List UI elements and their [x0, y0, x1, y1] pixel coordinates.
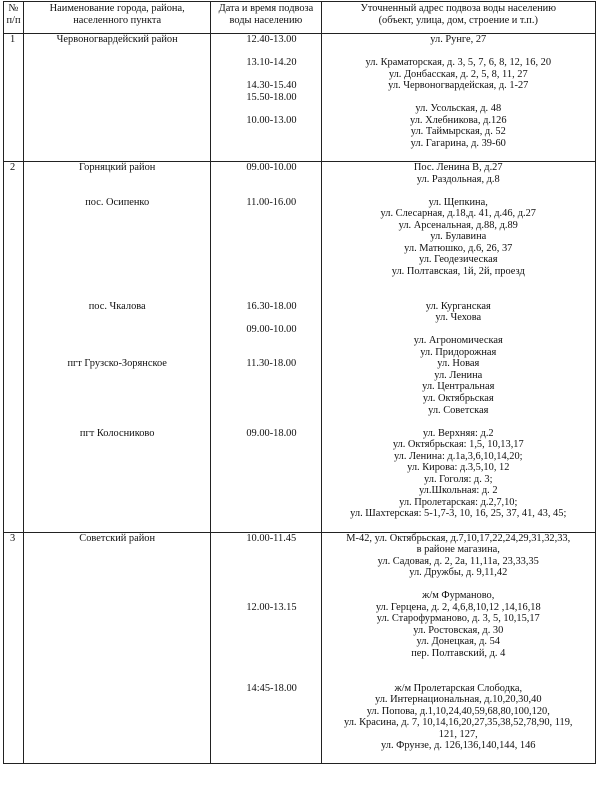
- address-line: ул. Дружбы, д. 9,11,42: [409, 567, 508, 579]
- address-line: Пос. Ленина В, д.27: [413, 162, 503, 174]
- location-line: [24, 324, 210, 336]
- address-line: ул. Интернациональная, д.10,20,30,40: [374, 694, 542, 706]
- address-line: в районе магазина,: [416, 544, 500, 556]
- time-line: [246, 579, 320, 591]
- time-cell: [211, 162, 321, 533]
- location-line: [24, 347, 210, 359]
- location-line: [24, 266, 210, 278]
- address-line: ул. Придорожная: [420, 346, 497, 358]
- address-line: ул. Усольская, д. 48: [415, 103, 502, 115]
- address-line: [322, 324, 595, 336]
- location-line: [24, 462, 210, 474]
- address-line: [322, 92, 595, 104]
- address-line: ул. Гагарина, д. 39-60: [410, 137, 506, 149]
- address-line: [322, 277, 595, 289]
- header-address-line: (объект, улица, дом, строение и т.п.): [378, 14, 538, 26]
- location-line: [24, 752, 210, 764]
- time-line: [246, 370, 320, 382]
- address-line: ул. Хлебникова, д.126: [409, 114, 507, 126]
- address-line: ул. Донбасская, д. 2, 5, 8, 11, 27: [388, 68, 528, 80]
- address-line: ул. Ростовская, д. 30: [413, 624, 504, 636]
- address-line: ул. Садовая, д. 2, 2а, 11,11а, 23,33,35: [377, 555, 539, 567]
- location-line: [24, 474, 210, 486]
- time-line: 14:45-18.00: [246, 682, 297, 694]
- time-line: [246, 590, 320, 602]
- time-line: [246, 347, 320, 359]
- location-line: [24, 254, 210, 266]
- time-line: [246, 254, 320, 266]
- address-line: ул. Агрономическая: [413, 335, 503, 347]
- address-line: ул. Октябрьская: [422, 392, 494, 404]
- time-line: 09.00-18.00: [246, 427, 297, 439]
- table-body: [4, 34, 596, 764]
- header-location-line: Наименование города, района,: [49, 3, 185, 14]
- time-line: [246, 416, 320, 428]
- time-line: 10.00-13.00: [246, 114, 297, 126]
- address-line: ул. Червоногвардейская, д. 1-27: [388, 80, 529, 92]
- location-line: [24, 451, 210, 463]
- location-line: Горняцкий район: [79, 162, 156, 174]
- time-line: [246, 103, 320, 115]
- address-line: [322, 46, 595, 58]
- time-line: [246, 149, 320, 161]
- time-line: [246, 220, 320, 232]
- address-line: ул. Чехова: [435, 312, 482, 324]
- location-line: [24, 149, 210, 161]
- time-line: 16.30-18.00: [246, 300, 297, 312]
- address-line: ул.Школьная: д. 2: [418, 485, 498, 497]
- address-line: ул. Советская: [428, 404, 489, 416]
- address-cell: [321, 34, 595, 162]
- time-line: 13.10-14.20: [246, 57, 297, 69]
- location-line: [24, 92, 210, 104]
- time-line: [246, 439, 320, 451]
- time-line: [246, 393, 320, 405]
- location-line: [24, 138, 210, 150]
- time-line: [246, 636, 320, 648]
- address-line: ж/м Пролетарская Слободка,: [394, 682, 523, 694]
- address-line: ул. Центральная: [422, 381, 495, 393]
- time-line: [246, 266, 320, 278]
- address-line: ул. Красина, д. 7, 10,14,16,20,27,35,38,52,78,90, 119,: [343, 717, 573, 729]
- time-line: 09.00-10.00: [246, 162, 297, 174]
- address-line: ул. Гоголя: д. 3;: [424, 473, 493, 485]
- location-line: [24, 520, 210, 532]
- time-line: 12.00-13.15: [246, 601, 297, 613]
- location-line: [24, 508, 210, 520]
- header-number: [4, 2, 24, 34]
- table-header-row: [4, 2, 596, 34]
- location-line: [24, 174, 210, 186]
- address-line: ул. Краматорская, д. 3, 5, 7, 6, 8, 12, 16, 20: [365, 57, 552, 69]
- location-line: [24, 683, 210, 695]
- time-line: [246, 185, 320, 197]
- time-cell: [211, 532, 321, 764]
- header-location-line: населенного пункта: [73, 14, 162, 26]
- location-line: Червоногвардейский район: [56, 34, 178, 45]
- location-line: [24, 729, 210, 741]
- time-line: [246, 660, 320, 672]
- location-line: [24, 416, 210, 428]
- location-line: [24, 405, 210, 417]
- address-line: ул. Верхняя: д.2: [422, 427, 494, 439]
- time-line: [246, 474, 320, 486]
- time-line: [246, 567, 320, 579]
- header-time-line: воды населению: [229, 14, 303, 26]
- time-line: [246, 335, 320, 347]
- address-line: ул. Новая: [437, 358, 480, 370]
- address-cell: [321, 162, 595, 533]
- address-line: 121, 127,: [438, 728, 478, 740]
- location-line: [24, 648, 210, 660]
- time-line: [246, 231, 320, 243]
- location-line: пос. Осипенко: [85, 196, 150, 208]
- time-line: [246, 497, 320, 509]
- address-line: ул. Фрунзе, д. 126,136,140,144, 146: [381, 740, 536, 752]
- address-line: ул. Слесарная, д.18,д. 41, д.46, д.27: [380, 208, 536, 220]
- address-line: [322, 289, 595, 301]
- location-line: [24, 625, 210, 637]
- table-row: [4, 162, 596, 533]
- location-line: [24, 694, 210, 706]
- time-line: [246, 671, 320, 683]
- time-line: [246, 485, 320, 497]
- address-line: ул. Рунге, 27: [430, 34, 487, 45]
- address-line: [322, 671, 595, 683]
- time-line: [246, 312, 320, 324]
- time-line: [246, 544, 320, 556]
- address-line: ул. Октябрьская: 1,5, 10,13,17: [392, 439, 524, 451]
- header-time: [211, 2, 321, 34]
- location-line: [24, 393, 210, 405]
- time-line: [246, 381, 320, 393]
- time-line: [246, 648, 320, 660]
- address-line: [322, 416, 595, 428]
- table-row: [4, 34, 596, 162]
- location-line: [24, 335, 210, 347]
- location-line: [24, 57, 210, 69]
- location-line: [24, 312, 210, 324]
- address-line: ул. Полтавская, 1й, 2й, проезд: [391, 265, 525, 277]
- location-line: [24, 370, 210, 382]
- address-line: ул. Матюшко, д.6, 26, 37: [404, 242, 513, 254]
- address-line: ул. Ленина: [434, 369, 483, 381]
- header-number-line: п/п: [6, 14, 21, 26]
- header-address-line: Уточненный адрес подвоза воды населению: [360, 3, 556, 14]
- location-line: [24, 277, 210, 289]
- time-line: [246, 625, 320, 637]
- location-line: [24, 208, 210, 220]
- location-cell: [24, 162, 211, 533]
- address-line: [322, 185, 595, 197]
- time-line: [246, 277, 320, 289]
- time-line: [246, 613, 320, 625]
- address-line: ул. Курганская: [425, 300, 491, 312]
- location-line: пгт Колосниково: [79, 427, 155, 439]
- time-line: 14.30-15.40: [246, 80, 297, 92]
- location-line: [24, 439, 210, 451]
- row-number: 1: [4, 34, 24, 162]
- location-line: [24, 126, 210, 138]
- time-line: [246, 126, 320, 138]
- time-line: [246, 740, 320, 752]
- time-line: [246, 462, 320, 474]
- time-line: [246, 208, 320, 220]
- time-line: 10.00-11.45: [246, 532, 297, 544]
- location-line: [24, 46, 210, 58]
- address-line: ул. Герцена, д. 2, 4,6,8,10,12 ,14,16,18: [375, 601, 541, 613]
- location-line: [24, 381, 210, 393]
- address-line: ул. Донецкая, д. 54: [416, 636, 500, 648]
- location-cell: [24, 34, 211, 162]
- address-line: ул. Булавина: [430, 231, 487, 243]
- time-line: [246, 556, 320, 568]
- location-line: [24, 69, 210, 81]
- location-line: [24, 602, 210, 614]
- address-line: [322, 660, 595, 672]
- address-line: ул. Таймырская, д. 52: [410, 126, 506, 138]
- time-line: [246, 289, 320, 301]
- address-line: ул. Ленина: д.1а,3,6,10,14,20;: [393, 450, 523, 462]
- address-line: ул. Кирова: д.3,5,10, 12: [407, 462, 510, 474]
- address-line: ул. Арсенальная, д.88, д.89: [398, 219, 518, 231]
- address-line: ул. Раздольная, д.8: [416, 173, 500, 185]
- location-line: [24, 485, 210, 497]
- address-line: ул. Щепкина,: [428, 196, 488, 208]
- address-cell: [321, 532, 595, 764]
- time-line: [246, 717, 320, 729]
- time-line: [246, 174, 320, 186]
- row-number: 2: [4, 162, 24, 533]
- location-line: [24, 497, 210, 509]
- address-line: ул. Геодезическая: [418, 254, 498, 266]
- location-line: [24, 243, 210, 255]
- location-line: [24, 706, 210, 718]
- location-cell: [24, 532, 211, 764]
- address-line: ул. Попова, д.1,10,24,40,59,68,80,100,120,: [366, 705, 550, 717]
- location-line: Советский район: [79, 532, 156, 544]
- address-line: ж/м Фурманово,: [422, 590, 495, 602]
- location-line: [24, 636, 210, 648]
- address-line: [322, 149, 595, 161]
- location-line: пос. Чкалова: [88, 300, 146, 312]
- time-line: [246, 508, 320, 520]
- time-line: [246, 706, 320, 718]
- address-line: пер. Полтавский, д. 4: [411, 647, 506, 659]
- address-line: ул. Шахтерская: 5-1,7-3, 10, 16, 25, 37, 41, 43, 45;: [350, 508, 567, 520]
- location-line: [24, 717, 210, 729]
- location-line: [24, 544, 210, 556]
- location-line: [24, 556, 210, 568]
- header-location: [24, 2, 211, 34]
- location-line: пгт Грузско-Зорянское: [67, 358, 167, 370]
- address-line: М-42, ул. Октябрьская, д.7,10,17,22,24,29,31,32,33,: [346, 532, 571, 544]
- header-address: [321, 2, 595, 34]
- time-line: 15.50-18.00: [246, 91, 297, 103]
- table-row: [4, 532, 596, 764]
- time-line: [246, 405, 320, 417]
- location-line: [24, 613, 210, 625]
- address-line: [322, 520, 595, 532]
- time-line: [246, 46, 320, 58]
- location-line: [24, 660, 210, 672]
- address-line: ул. Пролетарская: д.2,7,10;: [399, 496, 518, 508]
- time-line: [246, 138, 320, 150]
- time-line: 11.30-18.00: [246, 358, 297, 370]
- location-line: [24, 579, 210, 591]
- time-line: 11.00-16.00: [246, 196, 297, 208]
- location-line: [24, 289, 210, 301]
- location-line: [24, 671, 210, 683]
- time-line: [246, 69, 320, 81]
- time-line: [246, 243, 320, 255]
- time-line: [246, 694, 320, 706]
- location-line: [24, 567, 210, 579]
- location-line: [24, 220, 210, 232]
- location-line: [24, 185, 210, 197]
- location-line: [24, 115, 210, 127]
- time-line: 12.40-13.00: [246, 34, 297, 45]
- time-line: [246, 752, 320, 764]
- address-line: [322, 752, 595, 764]
- location-line: [24, 80, 210, 92]
- address-line: [322, 579, 595, 591]
- water-delivery-table: [3, 1, 596, 764]
- time-line: [246, 729, 320, 741]
- location-line: [24, 590, 210, 602]
- time-line: 09.00-10.00: [246, 323, 297, 335]
- location-line: [24, 103, 210, 115]
- header-number-line: №: [8, 3, 19, 14]
- row-number: 3: [4, 532, 24, 764]
- time-line: [246, 451, 320, 463]
- time-cell: [211, 34, 321, 162]
- location-line: [24, 740, 210, 752]
- time-line: [246, 520, 320, 532]
- header-time-line: Дата и время подвоза: [218, 3, 314, 14]
- address-line: ул. Старофурманово, д. 3, 5, 10,15,17: [376, 613, 540, 625]
- location-line: [24, 231, 210, 243]
